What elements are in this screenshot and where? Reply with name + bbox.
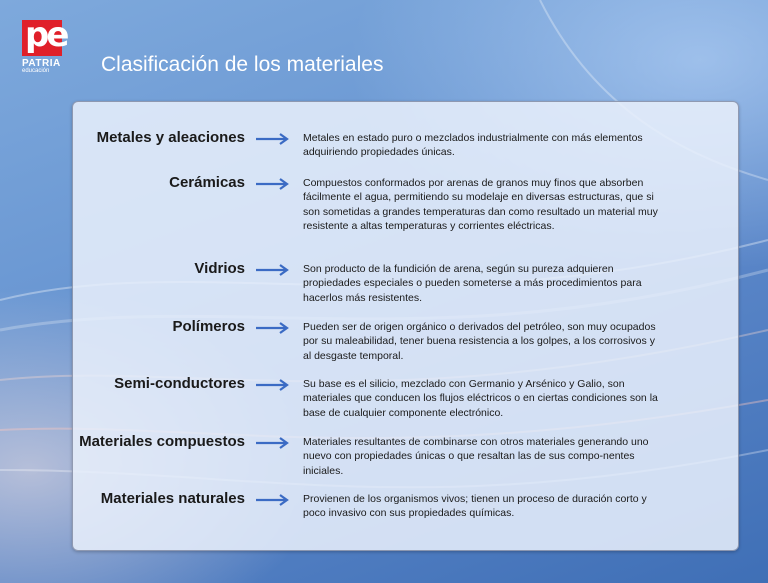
term-label: Materiales compuestos (79, 433, 245, 450)
arrow-right-icon (256, 178, 290, 190)
term-label: Semi-conductores (114, 375, 245, 392)
brand-name: PATRIA (22, 58, 61, 69)
term-label: Metales y aleaciones (96, 129, 245, 146)
term-description: Materiales resultantes de combinarse con otros materiales generando uno nuevo con propiedades únicas o que resaltan las de sus compo-nentes iniciales. (303, 436, 649, 477)
pe-logo-icon: pe (22, 20, 62, 56)
term-description: Son producto de la fundición de arena, según su pureza adquieren propiedades especiales o pueden someterse a más procedimientos para hacerlos más resistentes. (303, 263, 642, 304)
term-label: Cerámicas (169, 174, 245, 191)
term-description: Pueden ser de origen orgánico o derivados del petróleo, son muy ocupados por su maleabilidad, tener buena resistencia a los golpes, a los corrosivos y al desgaste temporal. (303, 321, 656, 362)
term-description: Compuestos conformados por arenas de granos muy finos que absorben fácilmente el agua, permitiendo su modelaje en diversas estructuras, que si son sometidas a grandes temperaturas dan como resultado un material muy resistente a altas temperaturas y corrientes eléctricas. (303, 177, 658, 232)
arrow-right-icon (256, 264, 290, 276)
term-description: Su base es el silicio, mezclado con Germanio y Arsénico y Galio, son materiales que conducen los flujos eléctricos o en ciertas condiciones son la base de cualquier componente electrónico. (303, 378, 658, 419)
arrow-right-icon (256, 494, 290, 506)
arrow-right-icon (256, 322, 290, 334)
term-label: Materiales naturales (100, 490, 245, 507)
arrow-right-icon (256, 437, 290, 449)
term-description: Provienen de los organismos vivos; tienen un proceso de duración corto y poco invasivo con sus propiedades químicas. (303, 493, 647, 520)
term-label: Vidrios (194, 260, 245, 277)
classification-panel (72, 101, 739, 551)
page-title: Clasificación de los materiales (101, 53, 384, 76)
patria-logo (22, 15, 67, 80)
term-description: Metales en estado puro o mezclados industrialmente con más elementos adquiriendo propiedades únicas. (303, 132, 643, 159)
brand-tagline: educación (22, 68, 50, 74)
arrow-right-icon (256, 379, 290, 391)
arrow-right-icon (256, 133, 290, 145)
term-label: Polímeros (172, 318, 245, 335)
